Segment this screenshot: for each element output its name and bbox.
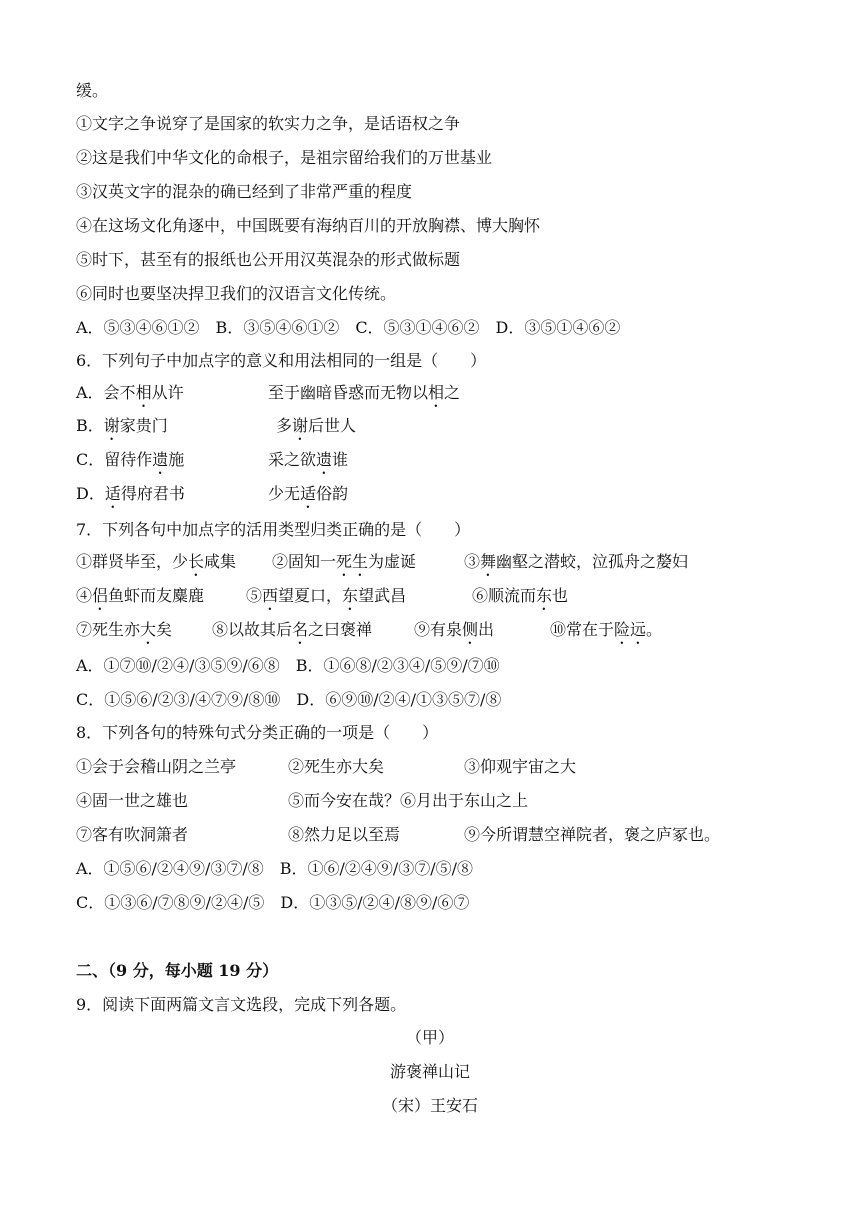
passage-author: （宋）王安石 [381, 1096, 478, 1115]
intro-item-6: ⑥同时也要坚决捍卫我们的汉语言文化传统。 [76, 284, 397, 303]
q7-options-cd: C．①⑤⑥/②③/④⑦⑨/⑧⑩ D．⑥⑨⑩/②④/①③⑤⑦/⑧ [76, 690, 502, 709]
q6-stem: 6．下列句子中加点字的意义和用法相同的一组是（ ） [76, 351, 487, 370]
q8-options-cd: C．①③⑥/⑦⑧⑨/②④/⑤ D．①③⑤/②④/⑧⑨/⑥⑦ [76, 893, 470, 912]
intro-tail: 缓。 [76, 81, 109, 100]
intro-item-1: ①文字之争说穿了是国家的软实力之争，是话语权之争 [76, 114, 461, 133]
q9-stem: 9．阅读下面两篇文言文选段，完成下列各题。 [76, 995, 407, 1014]
intro-item-2: ②这是我们中华文化的命根子，是祖宗留给我们的万世基业 [76, 148, 493, 167]
intro-item-4: ④在这场文化角逐中，中国既要有海纳百川的开放胸襟、博大胸怀 [76, 216, 541, 235]
intro-options: A．⑤③④⑥①② B．③⑤④⑥①② C．⑤③①④⑥② D．③⑤①④⑥② [76, 318, 621, 337]
section-heading: 二、（9 分，每小题 19 分） [76, 961, 279, 980]
passage-label: （甲） [405, 1028, 454, 1047]
intro-item-5: ⑤时下，甚至有的报纸也公开用汉英混杂的形式做标题 [76, 250, 461, 269]
intro-item-3: ③汉英文字的混杂的确已经到了非常严重的程度 [76, 182, 413, 201]
q8-stem: 8．下列各句的特殊句式分类正确的一项是（ ） [76, 723, 439, 742]
document-page: 缓。 ①文字之争说穿了是国家的软实力之争，是话语权之争 ②这是我们中华文化的命根子，是祖宗留给我们的万世基业 ③汉英文字的混杂的确已经到了非常严重的程度 ④在这场文化角逐中，中国既要有海纳百川的开放胸襟、博大胸怀 ⑤时下，甚至有的报纸也公开用汉英混杂的形式做标题 ⑥同时也要坚决捍卫我们的汉语言文化传统。 A．⑤③④⑥①② B．③⑤④⑥①② C．⑤③①④⑥② D．③⑤①④⑥② 6．下列句子中加点字的意义和用法相同的一组是（ ） A．会不相从许 至于幽暗昏惑而无物以相之 B．谢家贵门 多谢后世人 C．留待作遗施 采之欲遗谁 D．适得府君书 少无适俗韵 7．下列各句中加点字的活用类型归类正确的是（ ） ①群贤毕至，少长咸集 ②固知一死生为虚诞 ③舞幽壑之潜蛟，泣孤舟之嫠妇 ④侣鱼虾而友麋鹿 ⑤西望夏口，东望武昌 ⑥顺流而东也 ⑦死生亦大矣 ⑧以故其后名之曰褒禅 ⑨有泉侧出 ⑩常在于险远。 A．①⑦⑩/②④/③⑤⑨/⑥⑧ B．①⑥⑧/②③④/⑤⑨/⑦⑩ C．①⑤⑥/②③/④⑦⑨/⑧⑩ D．⑥⑨⑩/②④/①③⑤⑦/⑧ 8．下列各句的特殊句式分类正确的一项是（ ） ①会于会稽山阴之兰亭 ②死生亦大矣 ③仰观宇宙之大 ④固一世之雄也 ⑤而今安在哉？⑥月出于东山之上 ⑦客有吹洞箫者 ⑧然力足以至焉 ⑨今所谓慧空禅院者，褒之庐冢也。 A．①⑤⑥/②④⑨/③⑦/⑧ B．①⑥/②④⑨/③⑦/⑤/⑧ C．①③⑥/⑦⑧⑨/②④/⑤ D．①③⑤/②④/⑧⑨/⑥⑦ 二、（9 分，每小题 19 分） 9．阅读下面两篇文言文选段，完成下列各题。 （甲） 游褒禅山记 （宋）王安石 [0, 0, 860, 1216]
q8-options-ab: A．①⑤⑥/②④⑨/③⑦/⑧ B．①⑥/②④⑨/③⑦/⑤/⑧ [76, 859, 474, 878]
q7-options-ab: A．①⑦⑩/②④/③⑤⑨/⑥⑧ B．①⑥⑧/②③④/⑤⑨/⑦⑩ [76, 656, 500, 675]
q7-stem: 7．下列各句中加点字的活用类型归类正确的是（ ） [76, 520, 471, 539]
passage-title: 游褒禅山记 [389, 1062, 470, 1081]
